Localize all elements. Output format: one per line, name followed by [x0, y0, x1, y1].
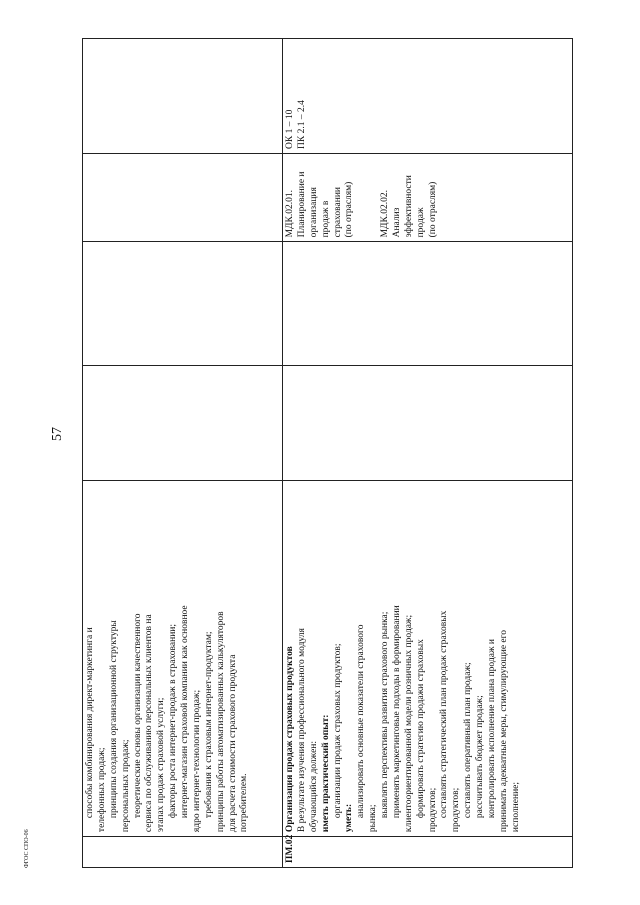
text-line: требования к страховым интернет-продуктам;	[203, 631, 214, 819]
table-row	[83, 39, 283, 868]
hours-cell	[83, 366, 283, 481]
module-content-cell	[283, 481, 573, 837]
text-line: принимать адекватные меры, стимулирующие его	[498, 629, 509, 833]
text-line: МДК.02.01.	[285, 190, 295, 238]
text-line: формировать стратегию продажи страховых	[415, 639, 426, 819]
text-line: страховании	[332, 186, 343, 238]
text-line: составлять оперативный план продаж;	[463, 662, 474, 819]
text-line: этапах продаж страховой услуги;	[156, 697, 167, 833]
table-row	[283, 39, 573, 868]
text-line: анализировать основные показатели страхового	[356, 624, 367, 819]
text-line: клиентоориентированной модели розничных продаж;	[403, 614, 414, 833]
text-line: МДК.02.02. Анализ	[380, 190, 402, 238]
text-line: эффективности продаж	[403, 175, 426, 238]
text-line: интернет-магазин страховой компании как основное	[180, 605, 190, 819]
text-line: уметь:	[344, 803, 355, 833]
text-line: составлять стратегический план продаж страховых	[439, 610, 450, 819]
curriculum-table-rotated	[82, 38, 572, 868]
text-line	[356, 158, 368, 237]
text-line: ОК 1 – 10	[285, 109, 295, 149]
mdk-cell	[83, 153, 283, 241]
footer-code: ФГОС СПО-06	[24, 829, 30, 868]
page-number: 57	[50, 427, 65, 441]
module-code-cell: ПМ.02	[283, 837, 573, 868]
competence-cell	[83, 39, 283, 154]
text-line: (по отраслям)	[344, 181, 355, 238]
hours-cell	[283, 242, 573, 366]
text-line: способы комбинирования директ-маркетинга и	[85, 627, 95, 819]
curriculum-table	[82, 38, 573, 868]
mdk-cell	[283, 153, 573, 241]
text-line: (по отраслям)	[427, 181, 438, 238]
text-line: применять маркетинговые подходы в формировании	[391, 605, 402, 819]
text-line: продуктов;	[427, 787, 438, 833]
text-line: принципы создания организационной структуры	[108, 620, 119, 819]
module-content-cell	[83, 481, 283, 837]
text-line: потребителем.	[239, 773, 250, 833]
text-line: принципы работы автоматизированных калькуляторов	[215, 611, 226, 833]
text-line: сервиса по обслуживанию персональных клиентов на	[144, 614, 155, 833]
text-line: организация продаж в	[308, 187, 331, 238]
module-code-cell	[83, 837, 283, 868]
text-line: Планирование и	[296, 171, 307, 238]
text-line: исполнение;	[510, 781, 521, 833]
text-line: теоретические основы организации качественного	[132, 613, 143, 819]
text-line: ПК 2.1 – 2.4	[296, 100, 307, 149]
text-line: факторы роста интернет-продаж в страховании;	[168, 623, 179, 819]
text-line: телефонных продаж;	[96, 747, 107, 833]
text-line: иметь практический опыт:	[320, 714, 331, 833]
text-line: рынка;	[368, 804, 379, 833]
text-line: продуктов;	[451, 787, 462, 833]
text-line: В результате изучения профессионального модуля	[296, 628, 307, 833]
text-line	[368, 158, 380, 237]
text-line: рассчитывать бюджет продаж;	[475, 695, 485, 819]
text-line: ядро интернет-технологии продаж;	[191, 689, 202, 833]
text-line: для расчета стоимости страхового продукта	[227, 654, 238, 833]
text-line: выявлять перспективы развития страхового рынка;	[380, 611, 390, 819]
text-line: контролировать исполнение плана продаж и	[486, 639, 497, 819]
text-line: Организация продаж страховых продуктов	[285, 646, 295, 833]
text-line: организации продаж страховых продуктов;	[332, 643, 343, 819]
text-line: персональных продаж;	[120, 739, 131, 833]
hours-cell	[283, 366, 573, 481]
competence-cell	[283, 39, 573, 154]
text-line: обучающийся должен:	[308, 740, 319, 833]
hours-cell	[83, 242, 283, 366]
